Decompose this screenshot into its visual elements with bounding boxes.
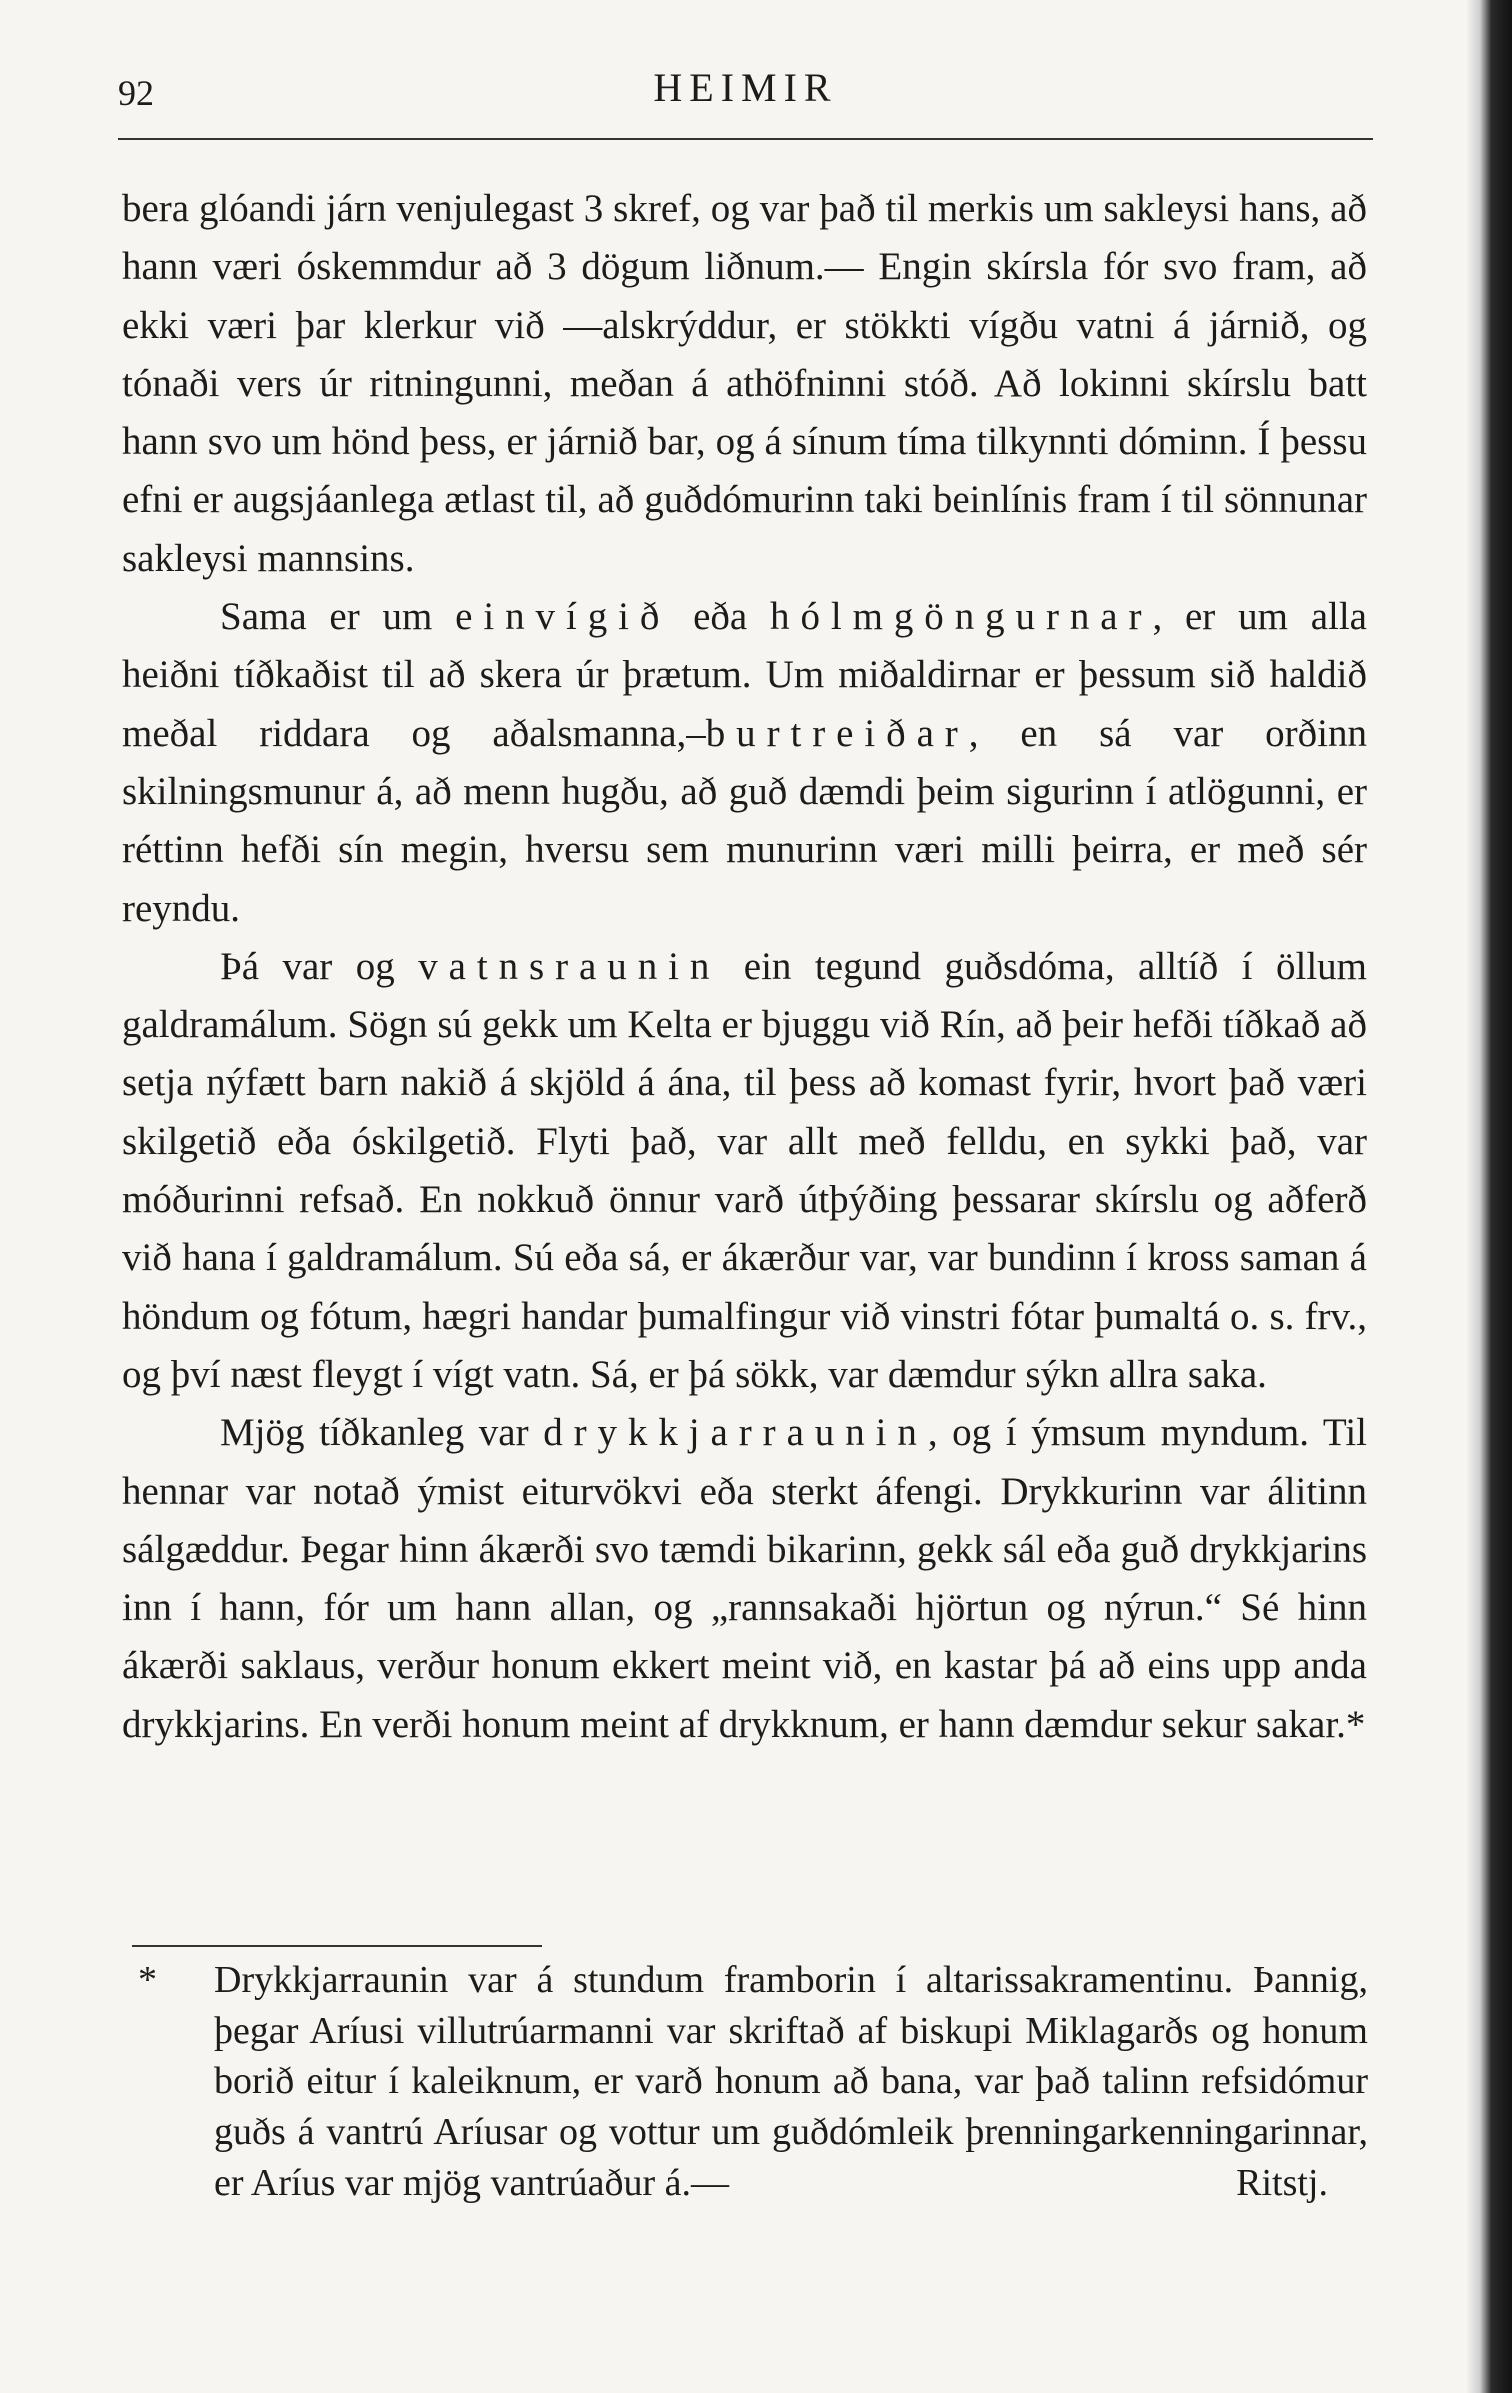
- footnote-text: [214, 1955, 1368, 2209]
- text-segment: Sama er um: [220, 595, 456, 639]
- spaced-term: drykkjarraunin: [543, 1411, 928, 1455]
- editor-signature: Ritstj.: [1236, 2161, 1328, 2204]
- page-header: [118, 62, 1373, 142]
- paragraph-1: [122, 180, 1367, 588]
- text-segment: , en sá var orðinn skilningsmunur á, að menn hugðu, að guð dæmdi þeim sigurinn í atlögunni, er réttinn hefði sín megin, hversu sem munurinn væri milli þeirra, er með sér reyndu.: [122, 711, 1367, 930]
- spaced-term: einvígið: [455, 595, 671, 639]
- paragraph-2: [122, 588, 1367, 938]
- page-number: 92: [118, 73, 154, 113]
- footnote-mark: *: [138, 1959, 157, 2001]
- text-segment: Mjög tíðkanleg var: [220, 1411, 544, 1455]
- running-title: HEIMIR: [653, 65, 838, 110]
- spaced-term: vatnsraunin: [418, 944, 721, 988]
- text-segment: , og í ýmsum myndum. Til hennar var notað ýmist eiturvökvi eða sterkt áfengi. Drykkurinn var álitinn sálgæddur. Þegar hinn ákærði svo tæmdi bikarinn, gekk sál eða guð drykkjarins inn í hann, fór um hann allan, og „rannsakaði hjörtun og nýrun.“ Sé hinn ákærði saklaus, verður honum ekkert meint við, en kastar þá að eins upp anda drykkjarins. En verði honum meint af drykknum, er hann dæmdur sekur sakar.*: [122, 1411, 1368, 1746]
- footnote-rule: [132, 1945, 542, 1947]
- header-rule: [118, 138, 1373, 140]
- text-segment: ein tegund guðsdóma, alltíð í öllum galdramálum. Sögn sú gekk um Kelta er bjuggu við Rín, að þeir hefði tíðkað að setja nýfætt barn nakið á skjöld á ána, til þess að komast fyrir, hvort það væri skilgetið eða óskilgetið. Flyti það, var allt með felldu, en sykki það, var móðurinni refsað. En nokkuð önnur varð útþýðing þessarar skírslu og aðferð við hana í galdramálum. Sú eða sá, er ákærður var, var bundinn í kross saman á höndum og fótum, hægri handar þumalfingur við vinstri fótar þumaltá o. s. frv., og því næst fleygt í vígt vatn. Sá, er þá sökk, var dæmdur sýkn allra saka.: [122, 944, 1367, 1396]
- spaced-term: hólmgöngurnar: [770, 595, 1153, 639]
- footnote-body: Drykkjarraunin var á stundum framborin í altarissakramentinu. Þannig, þegar Aríusi villutrúarmanni var skriftað af biskupi Miklagarðs og honum borið eitur í kaleiknum, er varð honum að bana, var það talinn refsidómur guðs á vantrú Aríusar og vottur um guðdómleik þrenningarkenningarinnar, er Aríus var mjög vantrúaður á.—: [214, 1959, 1368, 2204]
- scan-edge: [1466, 0, 1512, 2393]
- text-segment: eða: [670, 595, 771, 639]
- text-segment: , er um alla heiðni tíðkaðist til að skera úr þrætum. Um miðaldirnar er þessum sið haldið meðal riddara og aðalsmanna,–: [122, 595, 1367, 755]
- body-text: [122, 180, 1367, 1754]
- spaced-term: burtreiðar: [705, 711, 969, 755]
- paragraph-4: [122, 1404, 1367, 1754]
- paragraph-3: [122, 938, 1367, 1404]
- text-segment: bera glóandi járn venjulegast 3 skref, og var það til merkis um sakleysi hans, að hann væri óskemmdur að 3 dögum liðnum.— Engin skírsla fór svo fram, að ekki væri þar klerkur við —alskrýddur, er stökkti vígðu vatni á járnið, og tónaði vers úr ritningunni, meðan á athöfninni stóð. Að lokinni skírslu batt hann svo um hönd þess, er járnið bar, og á sínum tíma tilkynnti dóminn. Í þessu efni er augsjáanlega ætlast til, að guðdómurinn taki beinlínis fram í til sönnunar sakleysi mannsins.: [122, 187, 1367, 580]
- text-segment: Þá var og: [220, 944, 419, 988]
- footnote: [132, 1955, 1368, 2209]
